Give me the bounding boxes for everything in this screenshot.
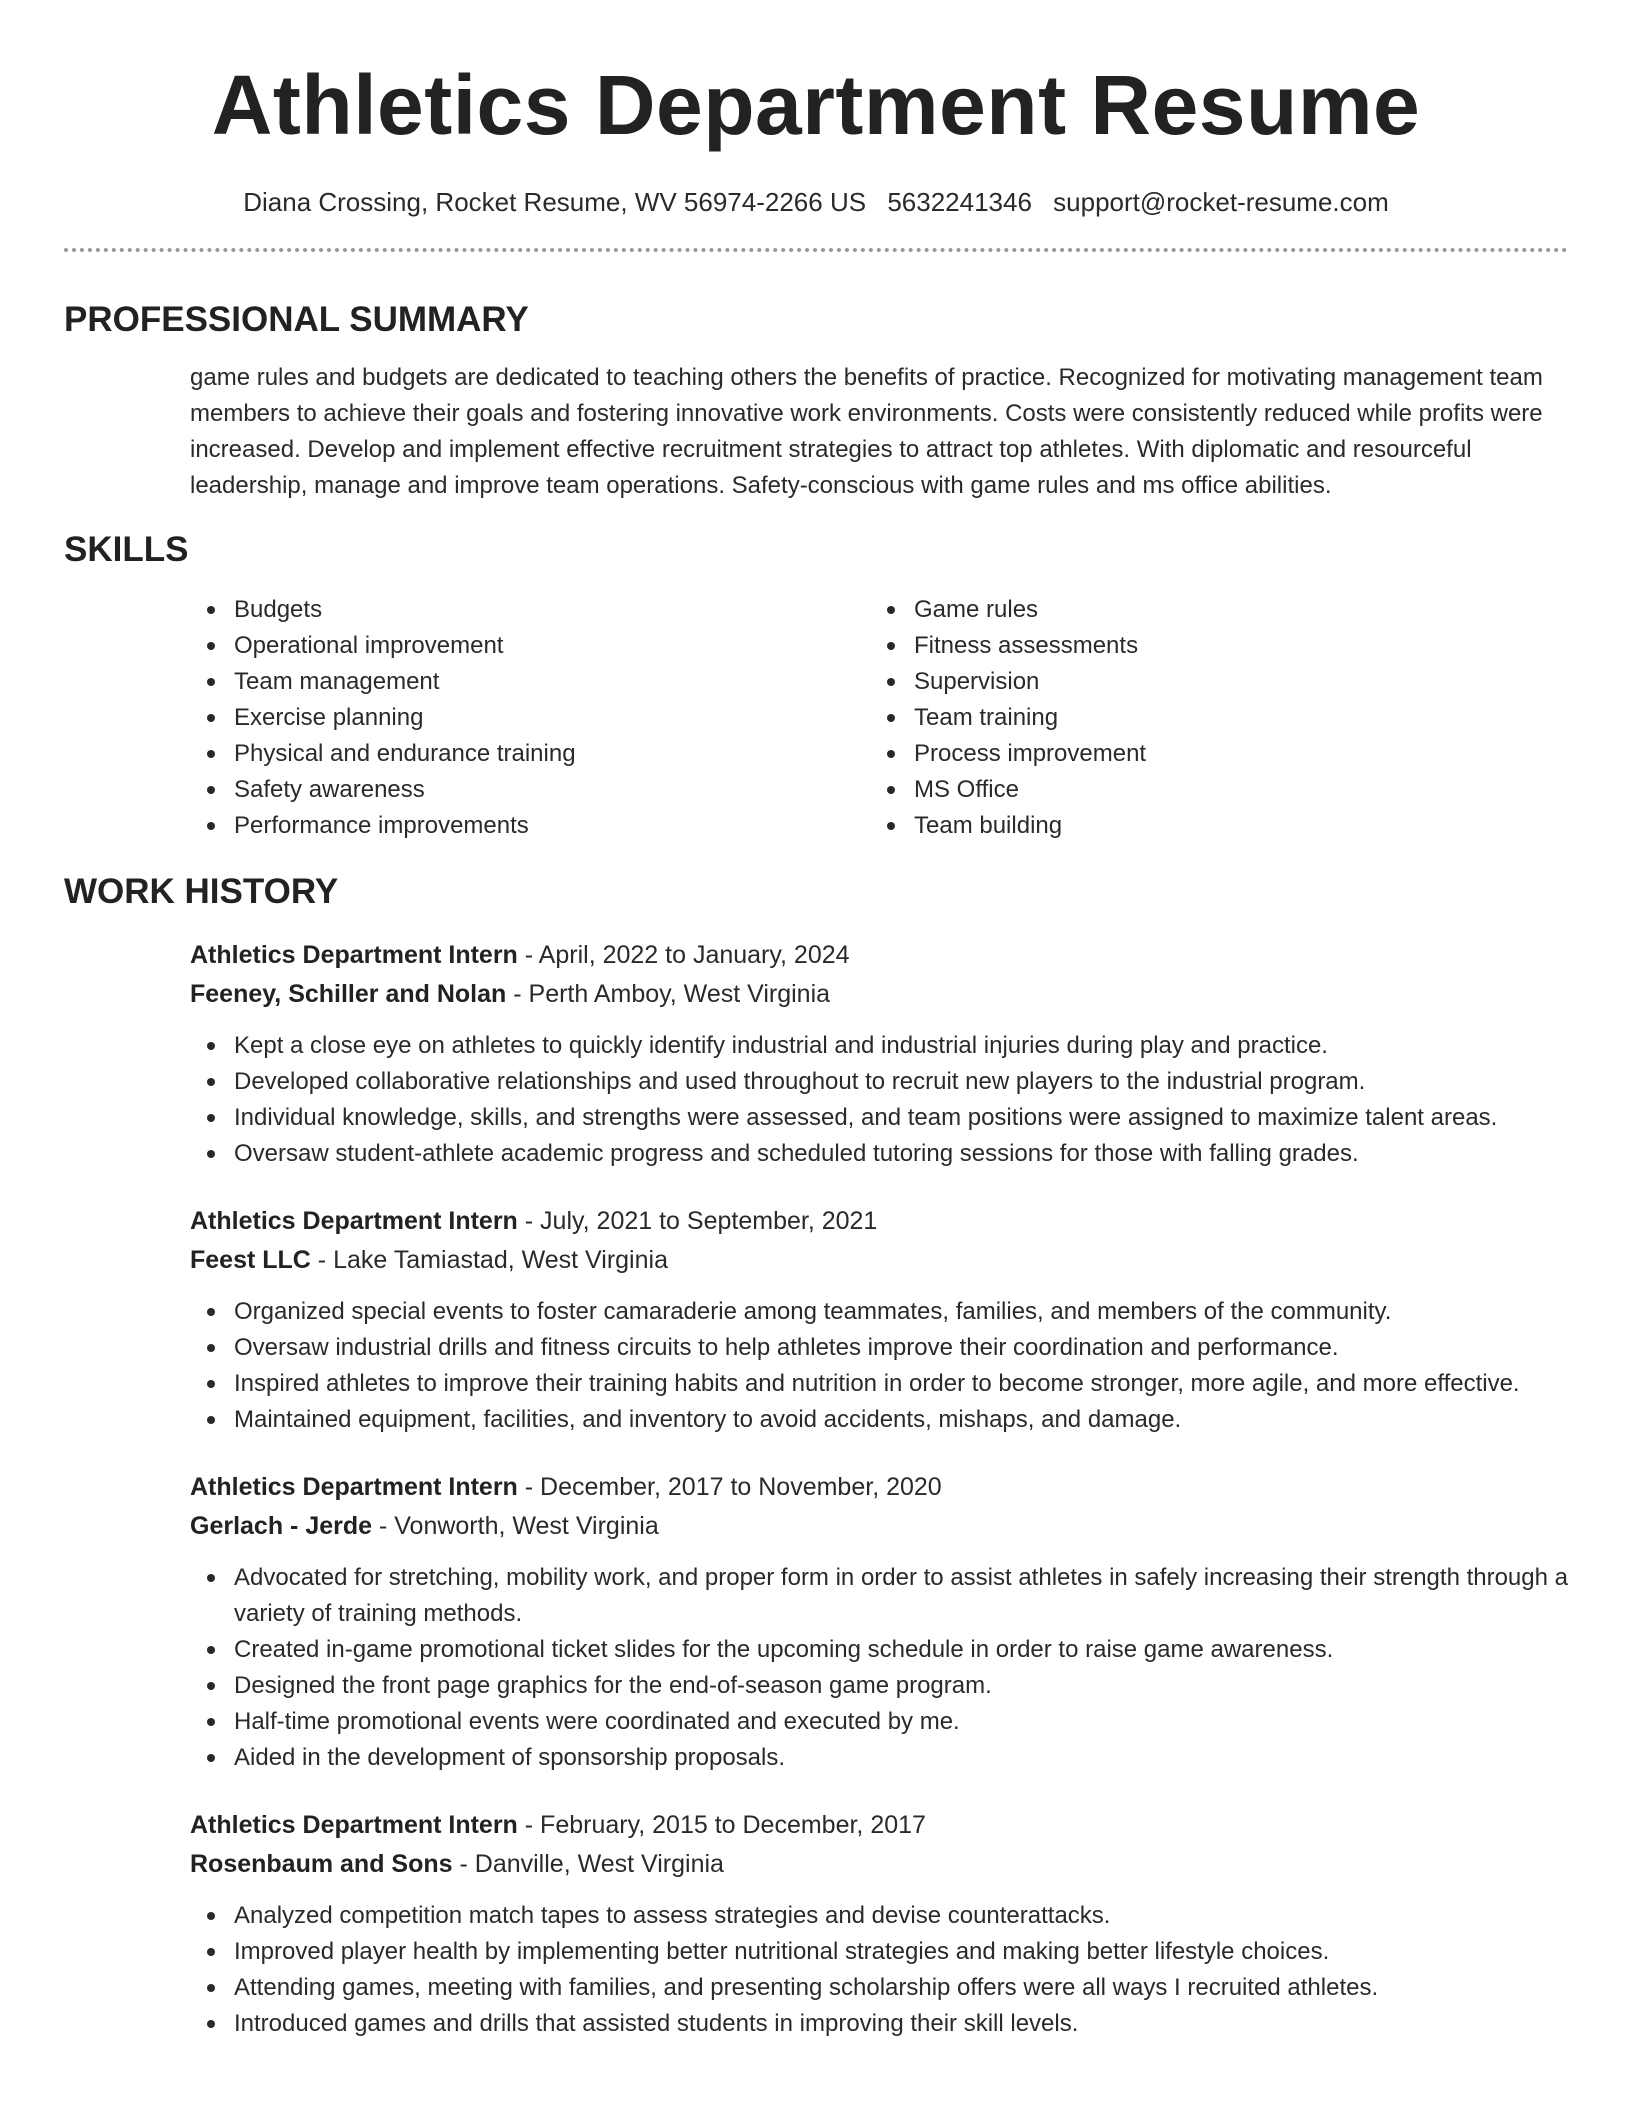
bullet-icon — [207, 678, 215, 686]
bullet-icon — [207, 1754, 215, 1762]
list-item — [190, 1898, 1568, 1934]
job-company: Gerlach - Jerde — [190, 1512, 373, 1540]
list-item — [870, 628, 1550, 664]
list-item-text: Safety awareness — [234, 776, 425, 803]
list-item — [190, 1740, 1568, 1776]
list-item-text: Inspired athletes to improve their training habits and nutrition in order to become stronger, more agile, and more effective. — [234, 1370, 1520, 1397]
work-history-list — [64, 936, 1568, 2042]
job-company-line — [190, 975, 1568, 1014]
list-item — [190, 1560, 1568, 1632]
list-item — [190, 1934, 1568, 1970]
list-item-text: Maintained equipment, facilities, and inventory to avoid accidents, mishaps, and damage. — [234, 1406, 1182, 1433]
list-item-text: Budgets — [234, 596, 323, 623]
list-item-text: Team training — [914, 704, 1059, 731]
list-item-text: Game rules — [914, 596, 1039, 623]
job-company: Feeney, Schiller and Nolan — [190, 980, 507, 1008]
job-title: Athletics Department Intern — [190, 1207, 518, 1235]
list-item-text: Operational improvement — [234, 632, 504, 659]
list-item-text: Process improvement — [914, 740, 1147, 767]
bullet-icon — [207, 822, 215, 830]
bullet-icon — [207, 2020, 215, 2028]
list-item — [190, 1028, 1568, 1064]
bullet-icon — [207, 1150, 215, 1158]
job-company-line — [190, 1241, 1568, 1280]
bullet-icon — [887, 678, 895, 686]
list-item — [190, 1402, 1568, 1438]
bullet-icon — [207, 1646, 215, 1654]
job-dates: - December, 2017 to November, 2020 — [517, 1473, 942, 1501]
job-duties — [190, 1898, 1568, 2042]
job-duties — [190, 1560, 1568, 1776]
list-item-text: Exercise planning — [234, 704, 424, 731]
skills-heading: SKILLS — [64, 530, 189, 569]
list-item-text: Aided in the development of sponsorship proposals. — [234, 1744, 786, 1771]
list-item-text: Half-time promotional events were coordinated and executed by me. — [234, 1708, 960, 1735]
skills-list — [190, 592, 1568, 844]
bullet-icon — [207, 606, 215, 614]
job-title-line — [190, 1202, 1568, 1241]
skills-column-right — [870, 592, 1550, 844]
bullet-icon — [207, 1984, 215, 1992]
bullet-icon — [207, 1344, 215, 1352]
list-item — [190, 592, 870, 628]
job-location: - Lake Tamiastad, West Virginia — [310, 1246, 668, 1274]
list-item — [190, 736, 870, 772]
job-entry — [190, 936, 1568, 1172]
job-company: Feest LLC — [190, 1246, 311, 1274]
bullet-icon — [887, 750, 895, 758]
list-item — [190, 2006, 1568, 2042]
list-item-text: Analyzed competition match tapes to assess strategies and devise counterattacks. — [234, 1902, 1111, 1929]
job-title-line — [190, 936, 1568, 975]
list-item-text: Advocated for stretching, mobility work, and proper form in order to assist athletes in safely increasing their strength through a variety of training methods. — [234, 1564, 1568, 1627]
bullet-icon — [207, 1042, 215, 1050]
list-item — [870, 700, 1550, 736]
list-item — [870, 592, 1550, 628]
bullet-icon — [207, 750, 215, 758]
job-duties — [190, 1028, 1568, 1172]
header-divider — [64, 248, 1568, 252]
list-item-text: Individual knowledge, skills, and strengths were assessed, and team positions were assigned to maximize talent areas. — [234, 1104, 1498, 1131]
job-entry — [190, 1468, 1568, 1776]
contact-line — [64, 184, 1568, 220]
list-item — [190, 1668, 1568, 1704]
list-item — [190, 1704, 1568, 1740]
list-item-text: Attending games, meeting with families, and presenting scholarship offers were all ways I recruited athletes. — [234, 1974, 1379, 2001]
job-location: - Perth Amboy, West Virginia — [506, 980, 831, 1008]
list-item — [190, 772, 870, 808]
work-history-heading: WORK HISTORY — [64, 872, 339, 911]
job-dates: - April, 2022 to January, 2024 — [517, 941, 850, 969]
list-item — [190, 628, 870, 664]
list-item — [870, 664, 1550, 700]
list-item — [190, 1366, 1568, 1402]
job-company-line — [190, 1507, 1568, 1546]
bullet-icon — [887, 822, 895, 830]
bullet-icon — [207, 1682, 215, 1690]
list-item-text: Physical and endurance training — [234, 740, 576, 767]
bullet-icon — [207, 1718, 215, 1726]
bullet-icon — [887, 786, 895, 794]
list-item-text: Developed collaborative relationships and used throughout to recruit new players to the industrial program. — [234, 1068, 1366, 1095]
bullet-icon — [207, 786, 215, 794]
bullet-icon — [207, 1574, 215, 1582]
contact-email[interactable]: support@rocket-resume.com — [1053, 187, 1389, 217]
bullet-icon — [207, 1114, 215, 1122]
bullet-icon — [207, 642, 215, 650]
list-item-text: Fitness assessments — [914, 632, 1139, 659]
list-item-text: Performance improvements — [234, 812, 529, 839]
list-item-text: Team management — [234, 668, 440, 695]
list-item — [190, 700, 870, 736]
summary-text: game rules and budgets are dedicated to teaching others the benefits of practice. Recognized for motivating management team members to achieve their goals and fostering innovative work environments. Costs were consistently reduced while profits were increased. Develop and implement effective recruitment strategies to attract top athletes. With diplomatic and resourceful leadership, manage and improve team operations. Safety-conscious with game rules and ms office abilities. — [190, 364, 1543, 499]
list-item — [870, 736, 1550, 772]
bullet-icon — [207, 1078, 215, 1086]
job-company-line — [190, 1845, 1568, 1884]
list-item-text: Designed the front page graphics for the end-of-season game program. — [234, 1672, 992, 1699]
list-item-text: Kept a close eye on athletes to quickly identify industrial and industrial injuries during play and practice. — [234, 1032, 1328, 1059]
list-item-text: Oversaw industrial drills and fitness circuits to help athletes improve their coordination and performance. — [234, 1334, 1339, 1361]
job-location: - Danville, West Virginia — [452, 1850, 724, 1878]
list-item-text: MS Office — [914, 776, 1019, 803]
list-item — [190, 664, 870, 700]
list-item — [190, 1064, 1568, 1100]
bullet-icon — [207, 714, 215, 722]
list-item — [190, 1970, 1568, 2006]
job-title-line — [190, 1468, 1568, 1507]
list-item — [190, 1294, 1568, 1330]
job-title-line — [190, 1806, 1568, 1845]
bullet-icon — [207, 1380, 215, 1388]
list-item-text: Improved player health by implementing better nutritional strategies and making better lifestyle choices. — [234, 1938, 1330, 1965]
list-item — [190, 1136, 1568, 1172]
job-title: Athletics Department Intern — [190, 1811, 518, 1839]
list-item-text: Oversaw student-athlete academic progress and scheduled tutoring sessions for those with falling grades. — [234, 1140, 1359, 1167]
bullet-icon — [207, 1948, 215, 1956]
bullet-icon — [887, 642, 895, 650]
summary-heading: PROFESSIONAL SUMMARY — [64, 300, 529, 339]
list-item-text: Organized special events to foster camaraderie among teammates, families, and members of the community. — [234, 1298, 1392, 1325]
contact-phone[interactable]: 5632241346 — [887, 187, 1032, 217]
bullet-icon — [207, 1912, 215, 1920]
list-item — [190, 808, 870, 844]
job-dates: - July, 2021 to September, 2021 — [517, 1207, 878, 1235]
list-item — [870, 772, 1550, 808]
list-item — [190, 1632, 1568, 1668]
bullet-icon — [887, 714, 895, 722]
list-item-text: Introduced games and drills that assisted students in improving their skill levels. — [234, 2010, 1079, 2037]
contact-address: Diana Crossing, Rocket Resume, WV 56974-2266 US — [243, 187, 867, 217]
job-entry — [190, 1806, 1568, 2042]
skills-column-left — [190, 592, 870, 844]
job-duties — [190, 1294, 1568, 1438]
job-entry — [190, 1202, 1568, 1438]
list-item — [190, 1100, 1568, 1136]
job-company: Rosenbaum and Sons — [190, 1850, 453, 1878]
job-dates: - February, 2015 to December, 2017 — [517, 1811, 926, 1839]
job-title: Athletics Department Intern — [190, 1473, 518, 1501]
list-item-text: Team building — [914, 812, 1063, 839]
bullet-icon — [207, 1308, 215, 1316]
bullet-icon — [207, 1416, 215, 1424]
job-title: Athletics Department Intern — [190, 941, 518, 969]
list-item — [190, 1330, 1568, 1366]
list-item-text: Supervision — [914, 668, 1040, 695]
list-item-text: Created in-game promotional ticket slides for the upcoming schedule in order to raise game awareness. — [234, 1636, 1334, 1663]
bullet-icon — [887, 606, 895, 614]
job-location: - Vonworth, West Virginia — [372, 1512, 659, 1540]
resume-title: Athletics Department Resume — [211, 58, 1421, 152]
list-item — [870, 808, 1550, 844]
